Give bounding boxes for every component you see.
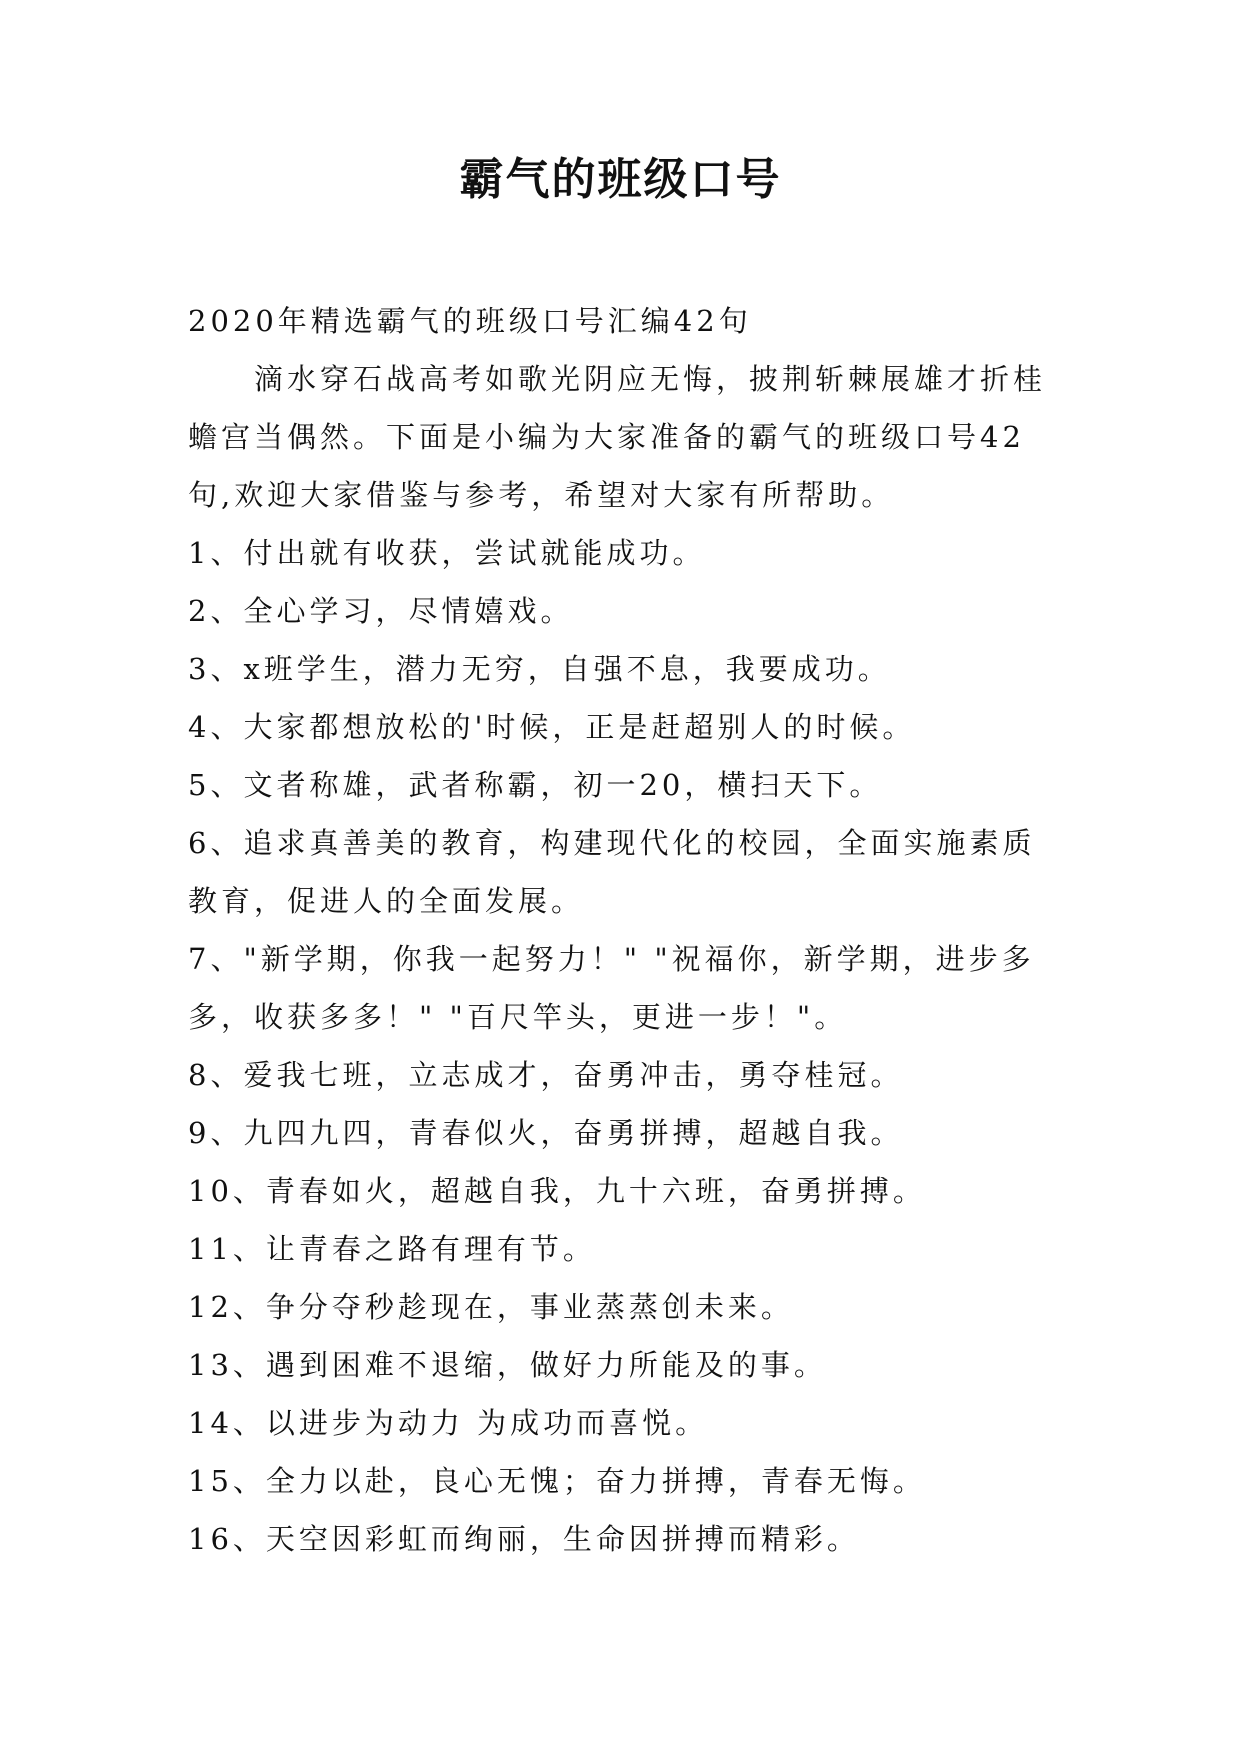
document-body [188, 292, 1054, 1568]
slogan-item: 7、"新学期，你我一起努力！" "祝福你，新学期，进步多多，收获多多！" "百尺竿头，更进一步！"。 [188, 942, 1035, 1034]
slogan-item: 9、九四九四，青春似火，奋勇拼搏，超越自我。 [188, 1116, 904, 1150]
document-title: 霸气的班级口号 [459, 154, 782, 205]
slogan-item: 3、x班学生，潜力无穷，自强不息，我要成功。 [188, 652, 891, 686]
slogan-item: 6、追求真善美的教育，构建现代化的校园，全面实施素质教育，促进人的全面发展。 [188, 826, 1036, 918]
slogan-item: 16、天空因彩虹而绚丽，生命因拼搏而精彩。 [188, 1522, 860, 1556]
slogan-item: 4、大家都想放松的'时候，正是赶超别人的时候。 [188, 710, 916, 744]
slogan-item: 12、争分夺秒趁现在，事业蒸蒸创未来。 [188, 1290, 794, 1324]
slogan-item: 11、让青春之路有理有节。 [188, 1232, 596, 1266]
slogan-item: 1、付出就有收获，尝试就能成功。 [188, 536, 706, 570]
slogan-item: 10、青春如火，超越自我，九十六班，奋勇拼搏。 [188, 1174, 926, 1208]
slogan-item: 14、以进步为动力 为成功而喜悦。 [188, 1406, 709, 1440]
intro-paragraph: 滴水穿石战高考如歌光阴应无悔，披荆斩棘展雄才折桂蟾宫当偶然。下面是小编为大家准备的霸气的班级口号42句,欢迎大家借鉴与参考，希望对大家有所帮助。 [188, 362, 1047, 512]
slogan-item: 8、爱我七班，立志成才，奋勇冲击，勇夺桂冠。 [188, 1058, 904, 1092]
slogan-item: 13、遇到困难不退缩，做好力所能及的事。 [188, 1348, 827, 1382]
slogan-item: 5、文者称雄，武者称霸，初一20，横扫天下。 [188, 768, 883, 802]
slogan-item: 2、全心学习，尽情嬉戏。 [188, 594, 574, 628]
document-subtitle: 2020年精选霸气的班级口号汇编42句 [188, 304, 752, 338]
slogan-item: 15、全力以赴，良心无愧；奋力拼搏，青春无悔。 [188, 1464, 926, 1498]
